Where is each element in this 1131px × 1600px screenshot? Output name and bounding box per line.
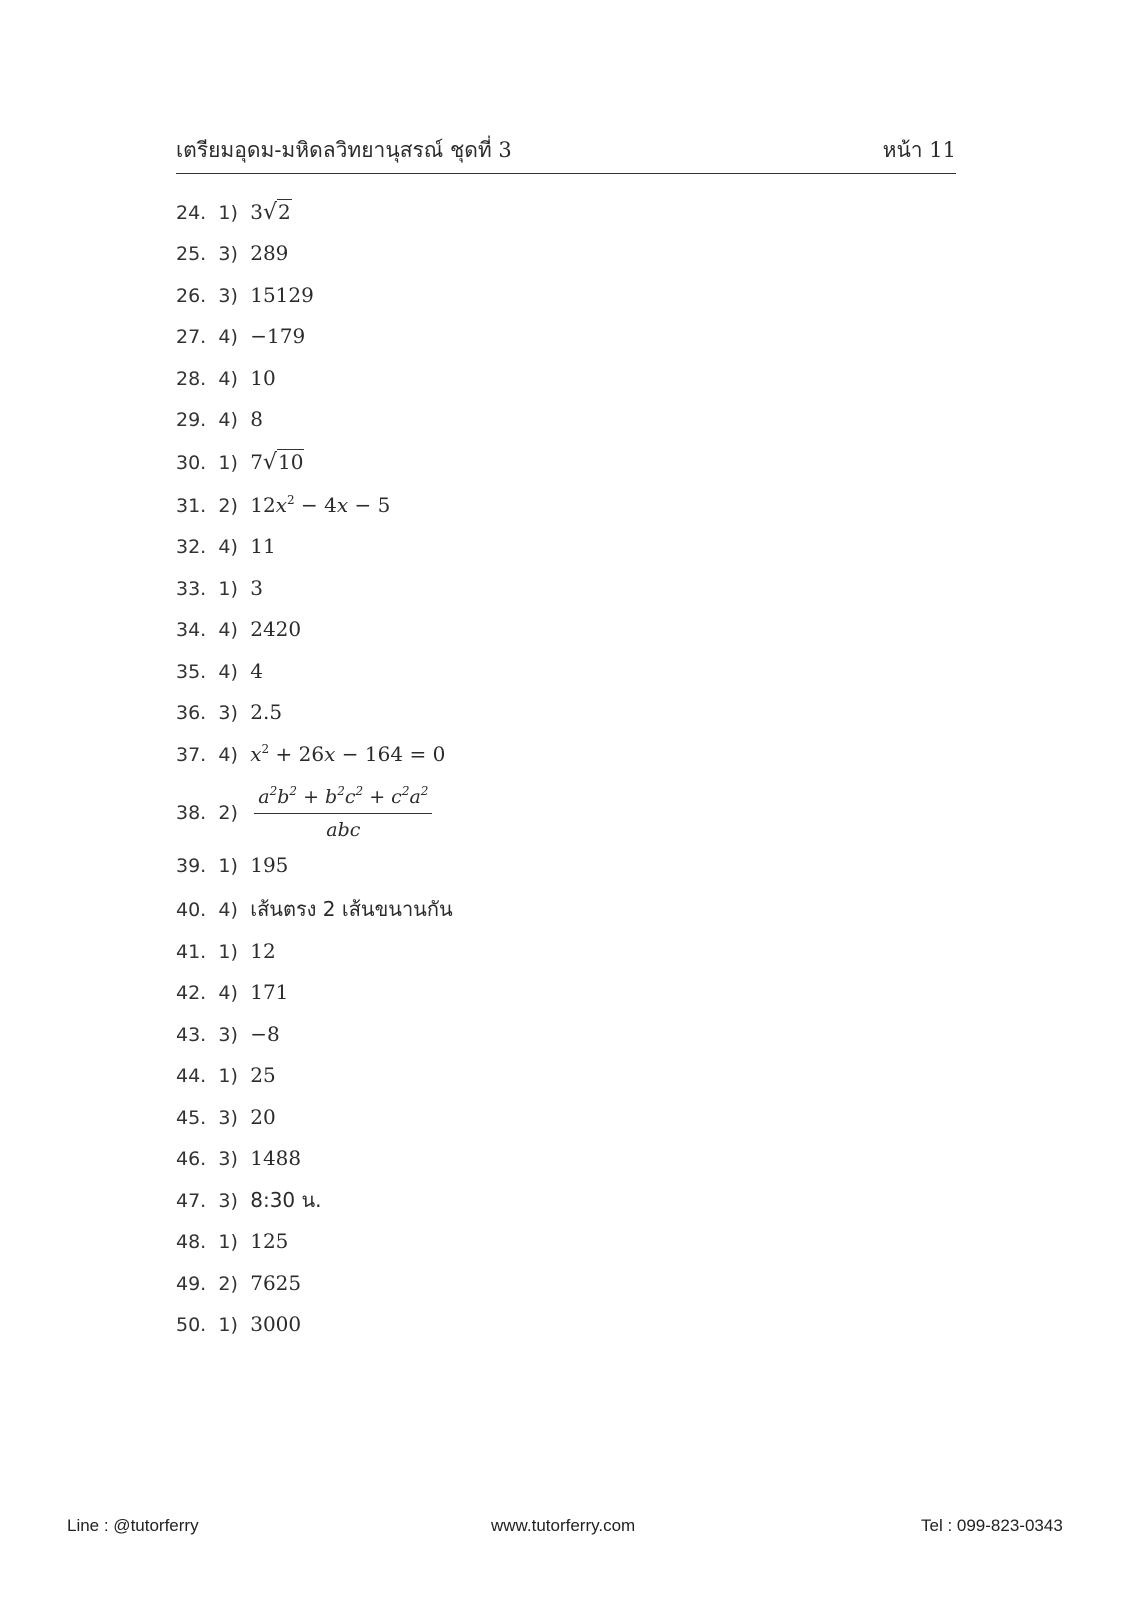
choice-label: 3) — [218, 1107, 238, 1129]
answer-item — [176, 897, 453, 922]
choice-label: 3) — [218, 1190, 238, 1212]
question-number: 33. — [176, 578, 207, 600]
answer-item — [176, 1105, 276, 1130]
answer-value: 125 — [250, 1229, 289, 1253]
choice-label: 3) — [218, 702, 238, 724]
answer-item — [176, 1229, 288, 1254]
answer-value: −179 — [250, 324, 306, 348]
answer-item — [176, 534, 276, 559]
choice-label: 2) — [218, 495, 238, 517]
question-number: 38. — [176, 802, 207, 824]
footer-website: www.tutorferry.com — [491, 1516, 636, 1535]
footer-phone: Tel : 099-823-0343 — [921, 1516, 1063, 1535]
answer-item — [176, 853, 288, 878]
answer-value: 2420 — [250, 617, 302, 641]
choice-label: 1) — [218, 941, 238, 963]
fraction-answer — [254, 785, 432, 842]
question-number: 25. — [176, 243, 207, 265]
choice-label: 1) — [218, 202, 238, 224]
answer-item — [176, 1188, 322, 1213]
question-number: 40. — [176, 899, 207, 921]
fraction-numerator: $a^2b^2 + b^2c^2 + c^2a^2$ — [254, 785, 432, 814]
choice-label: 4) — [218, 661, 238, 683]
answer-value: 4 — [250, 659, 263, 683]
question-number: 27. — [176, 326, 207, 348]
choice-label: 4) — [218, 409, 238, 431]
choice-label: 3) — [218, 285, 238, 307]
choice-label: 1) — [218, 1065, 238, 1087]
answer-value: 3√2 — [250, 200, 291, 225]
question-number: 37. — [176, 744, 207, 766]
choice-label: 1) — [218, 578, 238, 600]
answer-value: 8:30 น. — [250, 1188, 322, 1212]
answer-item — [176, 939, 276, 964]
question-number: 44. — [176, 1065, 207, 1087]
answer-value: 7625 — [250, 1271, 302, 1295]
choice-label: 1) — [218, 855, 238, 877]
question-number: 41. — [176, 941, 207, 963]
choice-label: 1) — [218, 1231, 238, 1253]
question-number: 45. — [176, 1107, 207, 1129]
question-number: 48. — [176, 1231, 207, 1253]
question-number: 42. — [176, 982, 207, 1004]
answer-item — [176, 1146, 301, 1171]
answer-value: 11 — [250, 534, 276, 558]
question-number: 26. — [176, 285, 207, 307]
question-number: 46. — [176, 1148, 207, 1170]
answer-item — [176, 1271, 301, 1296]
answer-value: เส้นตรง 2 เส้นขนานกัน — [250, 897, 453, 921]
fraction-denominator: abc — [326, 819, 361, 841]
answer-item — [176, 980, 288, 1005]
answer-value: $x^2 + 26x - 164 = 0$ — [250, 742, 446, 766]
answer-item — [176, 617, 301, 642]
answer-item — [176, 366, 276, 391]
choice-label: 4) — [218, 744, 238, 766]
answer-value: 171 — [250, 980, 289, 1004]
page-number: หน้า 11 — [882, 138, 956, 162]
answer-item — [176, 241, 288, 266]
question-number: 31. — [176, 495, 207, 517]
question-number: 30. — [176, 452, 207, 474]
question-number: 39. — [176, 855, 207, 877]
choice-label: 4) — [218, 899, 238, 921]
question-number: 29. — [176, 409, 207, 431]
choice-label: 1) — [218, 452, 238, 474]
question-number: 49. — [176, 1273, 207, 1295]
choice-label: 3) — [218, 243, 238, 265]
question-number: 43. — [176, 1024, 207, 1046]
answer-value: 10 — [250, 366, 276, 390]
page-header — [176, 138, 956, 174]
choice-label: 4) — [218, 536, 238, 558]
answer-item — [176, 742, 445, 767]
question-number: 35. — [176, 661, 207, 683]
answer-value: 3 — [250, 576, 263, 600]
answer-item — [176, 407, 263, 432]
answer-value: 12 — [250, 939, 276, 963]
question-number: 28. — [176, 368, 207, 390]
answer-item — [176, 450, 304, 475]
question-number: 24. — [176, 202, 207, 224]
answer-value: 25 — [250, 1063, 276, 1087]
answer-item — [176, 576, 263, 601]
answer-value: 3000 — [250, 1312, 302, 1336]
answer-item — [176, 493, 390, 518]
answer-item — [176, 785, 432, 842]
choice-label: 2) — [218, 802, 238, 824]
choice-label: 4) — [218, 982, 238, 1004]
answer-value: 195 — [250, 853, 289, 877]
document-title: เตรียมอุดม-มหิดลวิทยานุสรณ์ ชุดที่ 3 — [176, 138, 512, 162]
answer-item — [176, 1022, 280, 1047]
question-number: 50. — [176, 1314, 207, 1336]
choice-label: 4) — [218, 326, 238, 348]
answer-item — [176, 324, 305, 349]
answer-item — [176, 1312, 301, 1337]
choice-label: 3) — [218, 1024, 238, 1046]
answer-value: 8 — [250, 407, 263, 431]
answer-item — [176, 283, 314, 308]
answer-value: 7√10 — [250, 450, 304, 475]
question-number: 34. — [176, 619, 207, 641]
answer-value: −8 — [250, 1022, 280, 1046]
question-number: 32. — [176, 536, 207, 558]
answer-value: 2.5 — [250, 700, 283, 724]
answer-value: $12x^2 - 4x - 5$ — [250, 493, 391, 517]
answer-value: 20 — [250, 1105, 276, 1129]
footer-line-contact: Line : @tutorferry — [67, 1516, 199, 1535]
answer-item — [176, 1063, 276, 1088]
choice-label: 4) — [218, 368, 238, 390]
choice-label: 1) — [218, 1314, 238, 1336]
answer-value: 15129 — [250, 283, 314, 307]
choice-label: 4) — [218, 619, 238, 641]
question-number: 36. — [176, 702, 207, 724]
answer-item — [176, 700, 282, 725]
answer-item — [176, 659, 263, 684]
choice-label: 2) — [218, 1273, 238, 1295]
answer-value: 289 — [250, 241, 289, 265]
answer-value: 1488 — [250, 1146, 302, 1170]
choice-label: 3) — [218, 1148, 238, 1170]
question-number: 47. — [176, 1190, 207, 1212]
answer-item — [176, 200, 292, 225]
